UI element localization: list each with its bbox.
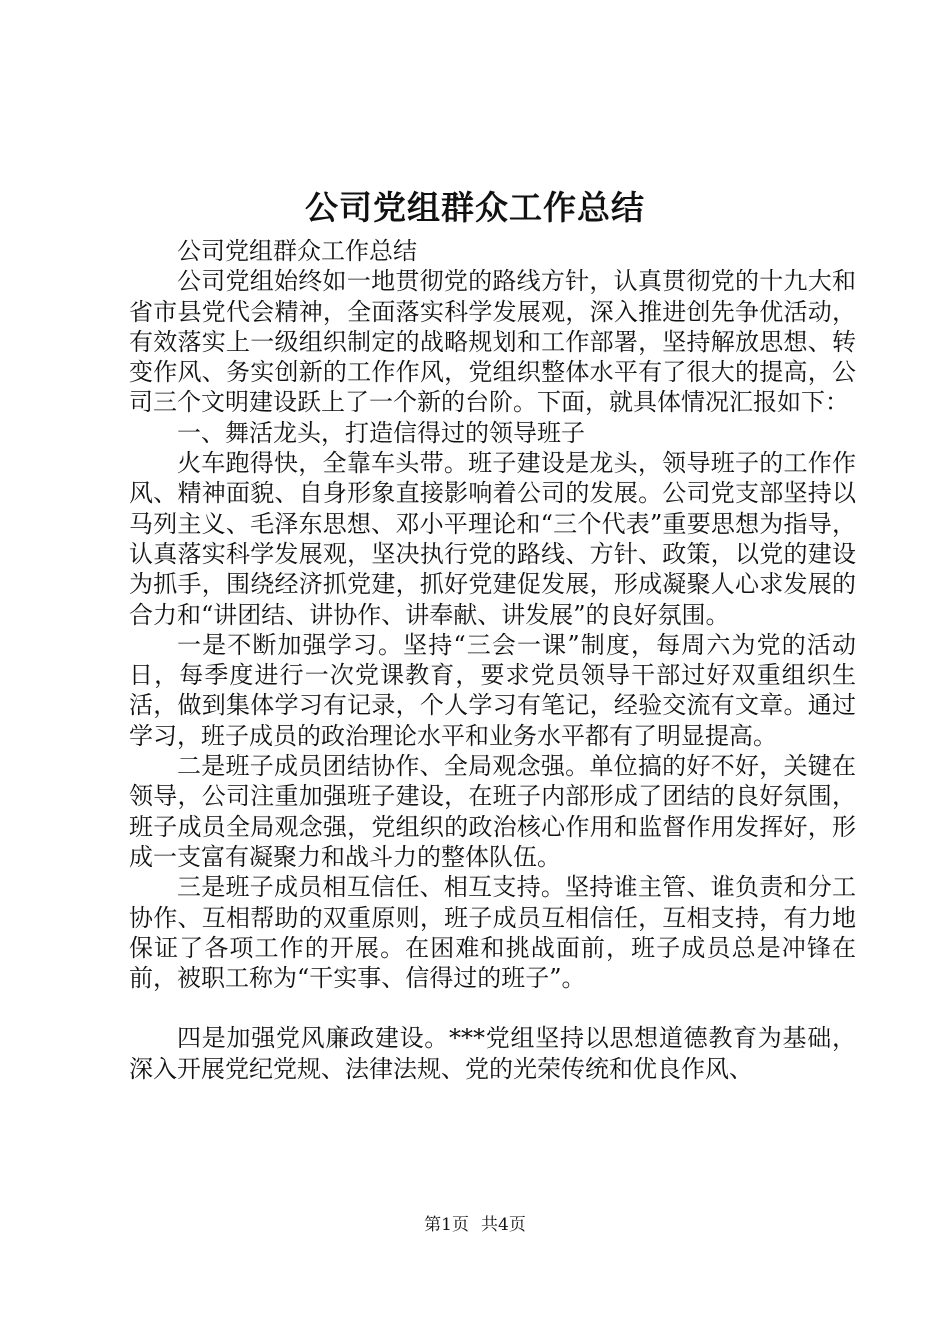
section-heading-1: 一、舞活龙头，打造信得过的领导班子 (177, 418, 585, 447)
paragraph-point-1: 一是不断加强学习。坚持“三会一课”制度，每周六为党的活动日，每季度进行一次党课教育，要求党员领导干部过好双重组织生活，做到集体学习有记录，个人学习有笔记，经验交流有文章。通过学习，班子成员的政治理论水平和业务水平都有了明显提高。 (129, 630, 856, 750)
document-title: 公司党组群众工作总结 (305, 188, 645, 227)
page-footer (0, 1212, 950, 1238)
document-body (129, 236, 856, 1084)
paragraph-subtitle: 公司党组群众工作总结 (177, 237, 417, 265)
paragraph-intro: 公司党组始终如一地贯彻党的路线方针，认真贯彻党的十九大和省市县党代会精神，全面落实科学发展观，深入推进创先争优活动，有效落实上一级组织制定的战略规划和工作部署，坚持解放思想、转变作风、务实创新的工作作风，党组织整体水平有了很大的提高，公司三个文明建设跃上了一个新的台阶。下面，就具体情况汇报如下： (129, 267, 856, 417)
paragraph-point-4: 四是加强党风廉政建设。***党组坚持以思想道德教育为基础，深入开展党纪党规、法律法规、党的光荣传统和优良作风、 (129, 1024, 856, 1083)
paragraph-leadership: 火车跑得快，全靠车头带。班子建设是龙头，领导班子的工作作风、精神面貌、自身形象直接影响着公司的发展。公司党支部坚持以马列主义、毛泽东思想、邓小平理论和“三个代表”重要思想为指导，认真落实科学发展观，坚决执行党的路线、方针、政策，以党的建设为抓手，围绕经济抓党建，抓好党建促发展，形成凝聚人心求发展的合力和“讲团结、讲协作、讲奉献、讲发展”的良好氛围。 (129, 449, 856, 629)
page-number: 第1页 (424, 1215, 469, 1235)
paragraph-point-2: 二是班子成员团结协作、全局观念强。单位搞的好不好，关键在领导，公司注重加强班子建设，在班子内部形成了团结的良好氛围，班子成员全局观念强，党组织的政治核心作用和监督作用发挥好，形成一支富有凝聚力和战斗力的整体队伍。 (129, 752, 856, 871)
paragraph-point-3: 三是班子成员相互信任、相互支持。坚持谁主管、谁负责和分工协作、互相帮助的双重原则，班子成员互相信任，互相支持，有力地保证了各项工作的开展。在困难和挑战面前，班子成员总是冲锋在前，被职工称为“干实事、信得过的班子”。 (129, 873, 856, 993)
page-total: 共4页 (481, 1215, 526, 1235)
